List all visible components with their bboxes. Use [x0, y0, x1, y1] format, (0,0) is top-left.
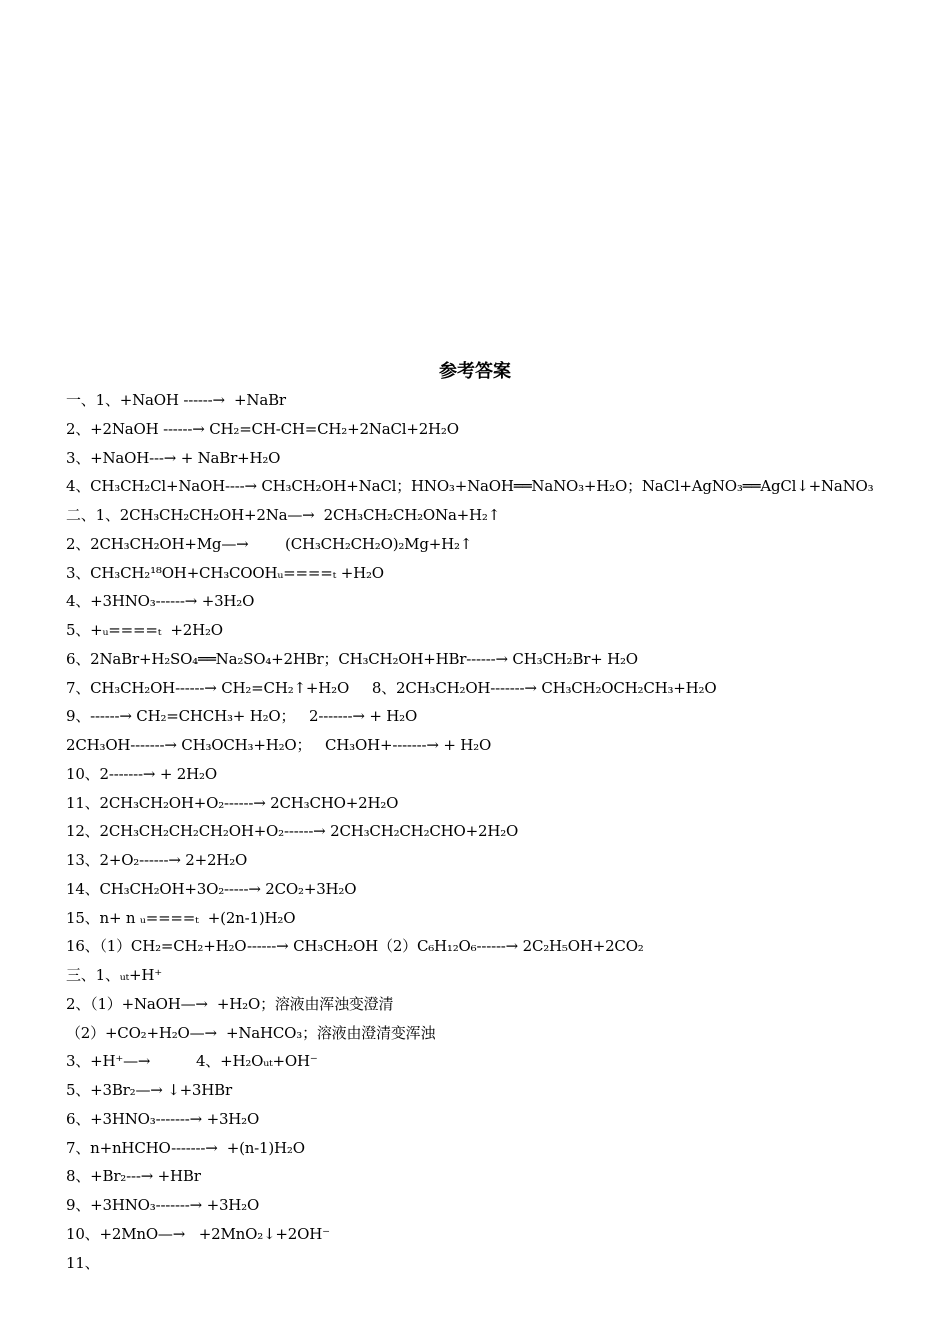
answer-line: 三、1、ᵤₜ+H⁺: [66, 966, 162, 984]
answer-line: 3、CH₃CH₂¹⁸OH+CH₃COOHᵤ====ₜ +H₂O: [66, 563, 384, 582]
answer-line: 11、2CH₃CH₂OH+O₂------→ 2CH₃CHO+2H₂O: [66, 793, 399, 812]
answer-lines: [66, 386, 926, 1277]
answer-line: 12、2CH₃CH₂CH₂CH₂OH+O₂------→ 2CH₃CH₂CH₂CHO+2H₂O: [66, 822, 519, 841]
answer-line: （2）+CO₂+H₂O—→ +NaHCO₃；溶液由澄清变浑浊: [66, 1023, 436, 1042]
answer-line: 16、（1）CH₂=CH₂+H₂O------→ CH₃CH₂OH（2）C₆H₁₂O₆------→ 2C₂H₅OH+2CO₂: [66, 937, 644, 956]
answer-line: 6、2NaBr+H₂SO₄══Na₂SO₄+2HBr；CH₃CH₂OH+HBr------→ CH₃CH₂Br+ H₂O: [66, 649, 638, 668]
answer-line: 6、+3HNO₃-------→ +3H₂O: [66, 1109, 260, 1128]
answer-line: 一、1、+NaOH ------→ +NaBr: [66, 391, 286, 409]
answer-line: 7、CH₃CH₂OH------→ CH₂=CH₂↑+H₂O 8、2CH₃CH₂OH-------→ CH₃CH₂OCH₂CH₃+H₂O: [66, 678, 717, 697]
answer-line: 9、------→ CH₂=CHCH₃+ H₂O； 2-------→ + H₂O: [66, 707, 418, 726]
answer-line: 7、n+nHCHO-------→ +(n-1)H₂O: [66, 1138, 305, 1157]
answer-line: 2、2CH₃CH₂OH+Mg—→ (CH₃CH₂CH₂O)₂Mg+H₂↑: [66, 534, 473, 553]
answer-line: 4、+3HNO₃------→ +3H₂O: [66, 592, 255, 611]
answer-line: 2CH₃OH-------→ CH₃OCH₃+H₂O； CH₃OH+-------→ + H₂O: [66, 736, 492, 754]
answer-line: 二、1、2CH₃CH₂CH₂OH+2Na—→ 2CH₃CH₂CH₂ONa+H₂↑: [66, 506, 501, 524]
answer-line: 14、CH₃CH₂OH+3O₂-----→ 2CO₂+3H₂O: [66, 879, 357, 898]
answer-line: 5、+ᵤ====ₜ +2H₂O: [66, 621, 223, 639]
answer-line: 2、+2NaOH ------→ CH₂=CH-CH=CH₂+2NaCl+2H₂O: [66, 419, 459, 438]
answer-line: 2、（1）+NaOH—→ +H₂O；溶液由浑浊变澄清: [66, 994, 394, 1013]
answer-line: 13、2+O₂------→ 2+2H₂O: [66, 851, 248, 869]
answer-line: 8、+Br₂---→ +HBr: [66, 1167, 201, 1186]
answer-key-title: 参考答案: [439, 361, 511, 382]
answer-line: 10、+2MnO—→ +2MnO₂↓+2OH⁻: [66, 1224, 330, 1243]
answer-line: 3、+H⁺—→ 4、+H₂Oᵤₜ+OH⁻: [66, 1052, 318, 1071]
answer-line: 4、CH₃CH₂Cl+NaOH----→ CH₃CH₂OH+NaCl；HNO₃+NaOH══NaNO₃+H₂O；NaCl+AgNO₃══AgCl↓+NaNO₃: [66, 477, 874, 496]
answer-line: 5、+3Br₂—→ ↓+3HBr: [66, 1081, 232, 1099]
answer-line: 3、+NaOH---→ + NaBr+H₂O: [66, 448, 281, 467]
answer-line: 15、n+ n ᵤ====ₜ +(2n-1)H₂O: [66, 908, 296, 927]
answer-line: 11、: [66, 1253, 100, 1272]
answer-line: 9、+3HNO₃-------→ +3H₂O: [66, 1196, 260, 1214]
answer-line: 10、2-------→ + 2H₂O: [66, 764, 217, 783]
